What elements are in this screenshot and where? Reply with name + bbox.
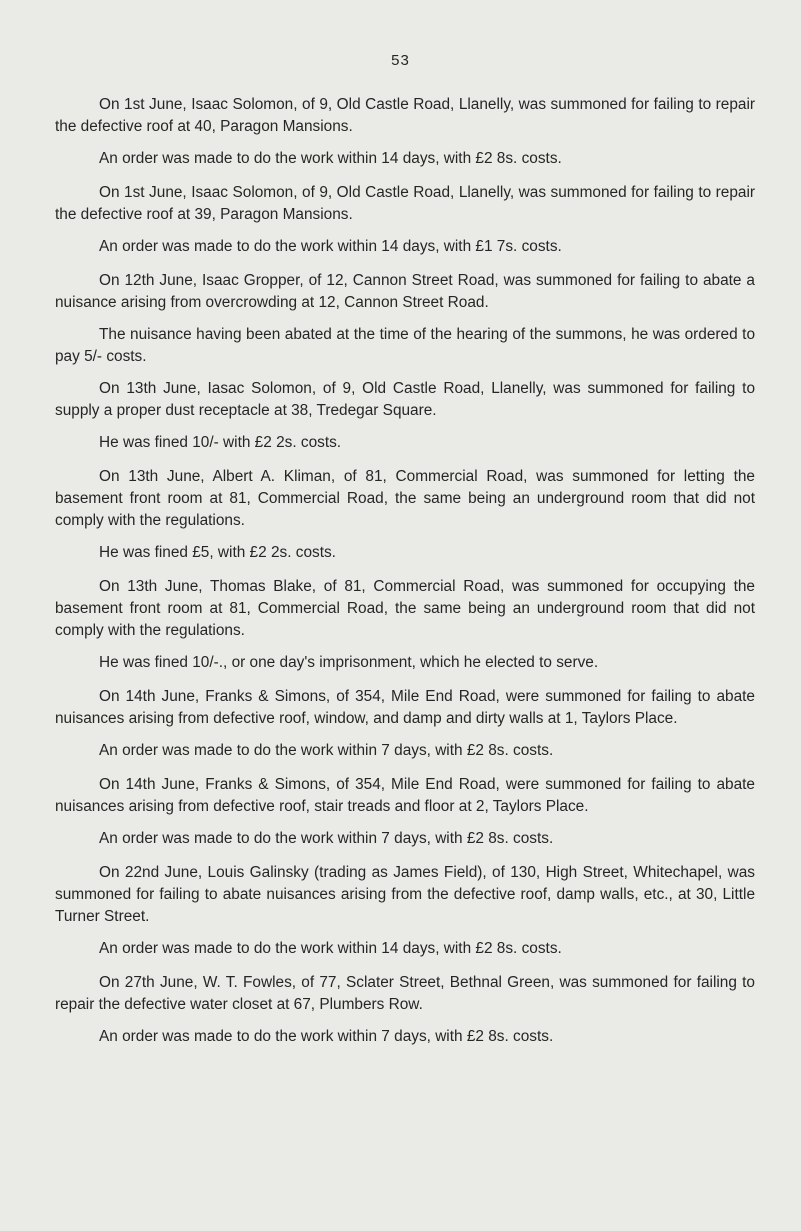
paragraph: An order was made to do the work within 14 days, with £2 8s. costs. [99,940,562,957]
paragraph: He was fined £5, with £2 2s. costs. [99,544,336,561]
document-body [55,94,755,1060]
page-number: 53 [391,52,410,69]
paragraph: On 14th June, Franks & Simons, of 354, Mile End Road, were summoned for failing to abate nuisances arising from defective roof, window, and damp and dirty walls at 1, Taylors Place. [55,688,755,727]
paragraph: He was fined 10/-., or one day's imprisonment, which he elected to serve. [99,654,599,671]
paragraph: On 1st June, Isaac Solomon, of 9, Old Castle Road, Llanelly, was summoned for failing to repair the defective roof at 40, Paragon Mansions. [55,96,755,135]
paragraph: An order was made to do the work within 14 days, with £1 7s. costs. [99,238,562,255]
paragraph: On 14th June, Franks & Simons, of 354, Mile End Road, were summoned for failing to abate nuisances arising from defective roof, stair treads and floor at 2, Taylors Place. [55,776,755,815]
paragraph: The nuisance having been abated at the time of the hearing of the summons, he was ordered to pay 5/- costs. [55,326,755,365]
paragraph: An order was made to do the work within 7 days, with £2 8s. costs. [99,742,554,759]
paragraph: On 12th June, Isaac Gropper, of 12, Cannon Street Road, was summoned for failing to abate a nuisance arising from overcrowding at 12, Cannon Street Road. [55,272,755,311]
paragraph: An order was made to do the work within 7 days, with £2 8s. costs. [99,1028,554,1045]
paragraph: On 27th June, W. T. Fowles, of 77, Sclater Street, Bethnal Green, was summoned for failing to repair the defective water closet at 67, Plumbers Row. [55,974,755,1013]
paragraph: An order was made to do the work within 14 days, with £2 8s. costs. [99,150,562,167]
paragraph: On 22nd June, Louis Galinsky (trading as James Field), of 130, High Street, Whitechapel, was summoned for failing to abate nuisances arising from the defective roof, damp walls, etc., at 30, Little Turner Street. [55,864,755,925]
paragraph: On 13th June, Iasac Solomon, of 9, Old Castle Road, Llanelly, was summoned for failing to supply a proper dust receptacle at 38, Tredegar Square. [55,380,755,419]
paragraph: An order was made to do the work within 7 days, with £2 8s. costs. [99,830,554,847]
paragraph: On 13th June, Albert A. Kliman, of 81, Commercial Road, was summoned for letting the basement front room at 81, Commercial Road, the same being an underground room that did not comply with the regulations. [55,468,755,529]
paragraph: On 1st June, Isaac Solomon, of 9, Old Castle Road, Llanelly, was summoned for failing to repair the defective roof at 39, Paragon Mansions. [55,184,755,223]
paragraph: On 13th June, Thomas Blake, of 81, Commercial Road, was summoned for occupying the basement front room at 81, Commercial Road, the same being an underground room that did not comply with the regulations. [55,578,755,639]
paragraph: He was fined 10/- with £2 2s. costs. [99,434,342,451]
